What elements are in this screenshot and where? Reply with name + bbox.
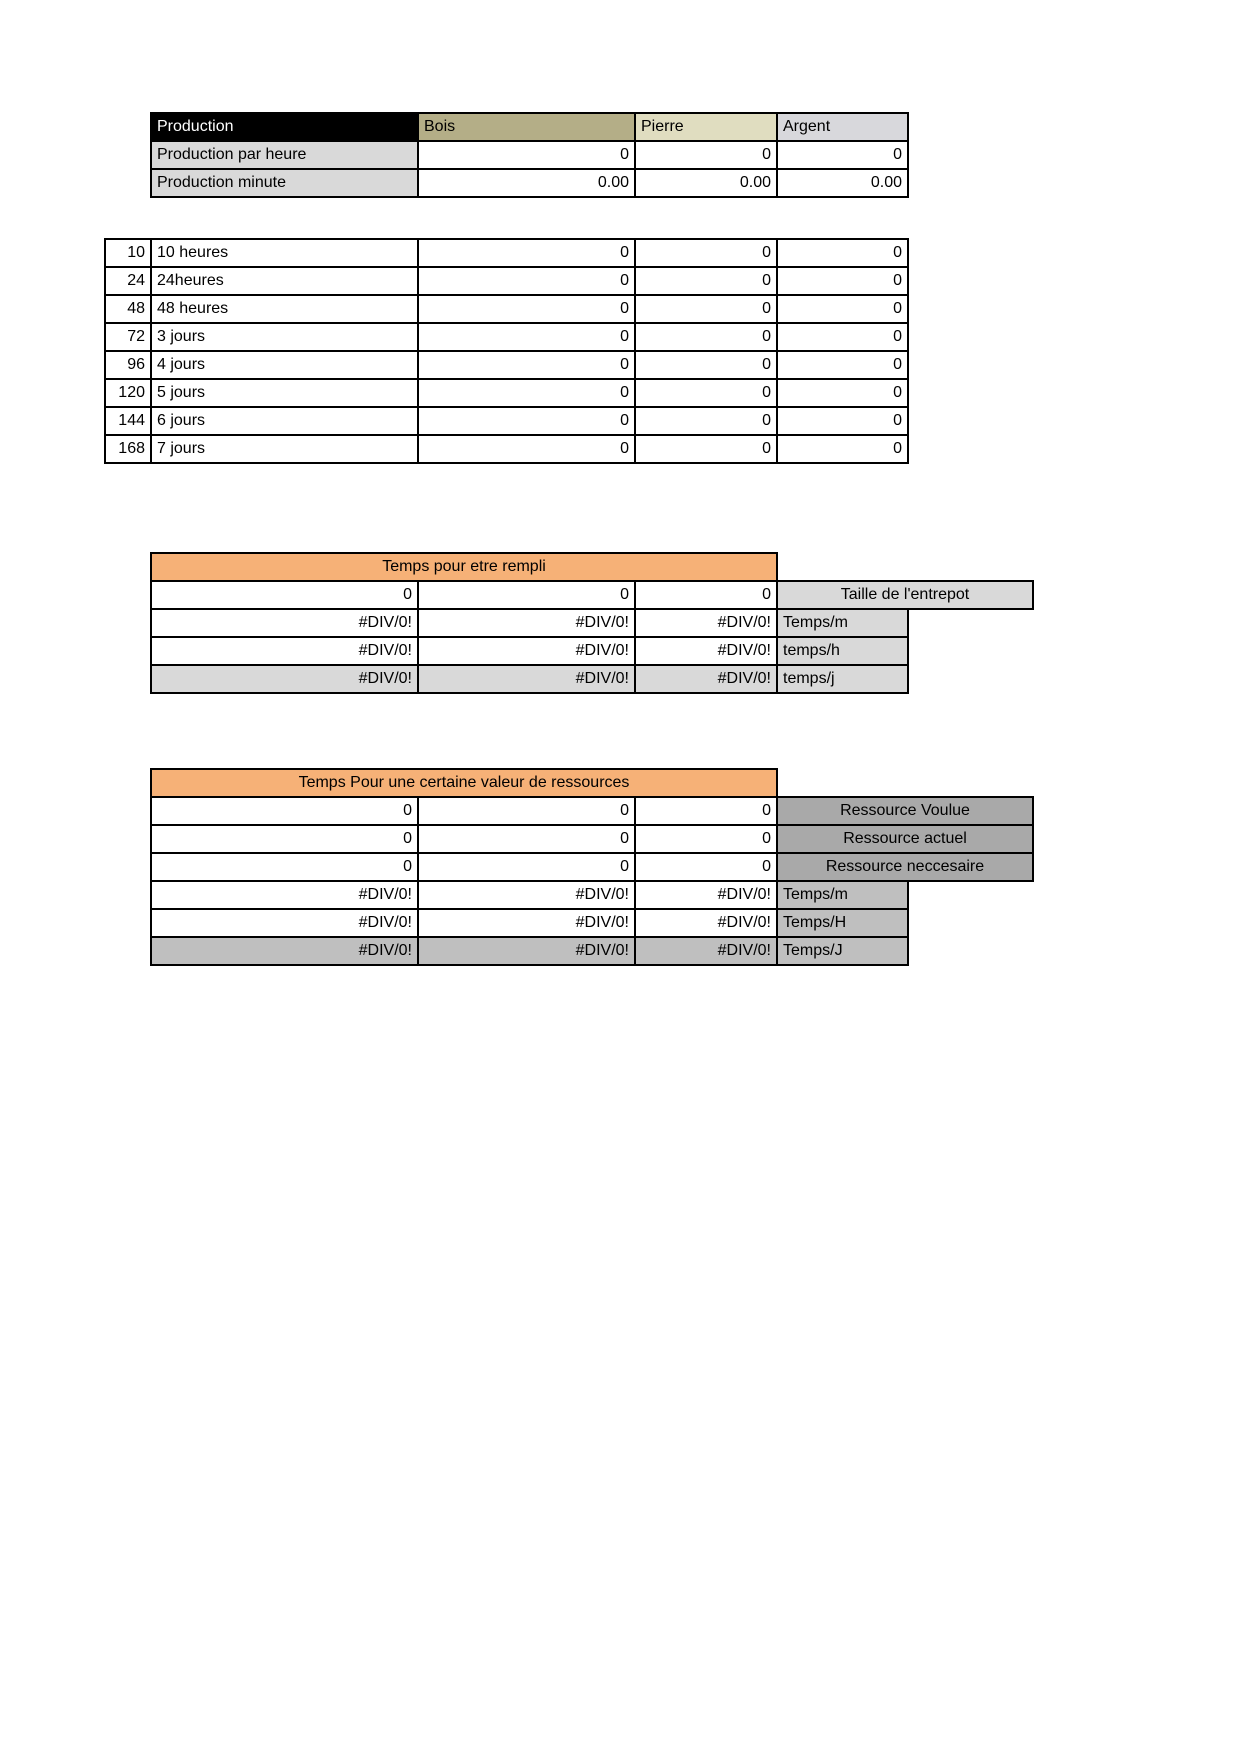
value-cell: 0 bbox=[634, 322, 778, 352]
value-cell: 0 bbox=[776, 350, 909, 380]
error-cell: #DIV/0! bbox=[150, 908, 419, 938]
hours-cell: 144 bbox=[104, 406, 152, 436]
duration-row bbox=[104, 378, 909, 408]
value-cell: 0 bbox=[150, 580, 419, 610]
duration-row bbox=[104, 406, 909, 436]
value-cell: 0 bbox=[417, 378, 636, 408]
error-cell: #DIV/0! bbox=[150, 664, 419, 694]
duration-row bbox=[104, 294, 909, 324]
production-table bbox=[150, 112, 909, 198]
value-cell: 0 bbox=[417, 796, 636, 826]
duration-label: 4 jours bbox=[150, 350, 419, 380]
hours-cell: 120 bbox=[104, 378, 152, 408]
value-cell: 0 bbox=[417, 852, 636, 882]
value-cell: 0 bbox=[417, 294, 636, 324]
duration-label: 7 jours bbox=[150, 434, 419, 464]
hours-cell: 24 bbox=[104, 266, 152, 296]
fill-result-row bbox=[150, 608, 1034, 638]
value-cell: 0 bbox=[776, 406, 909, 436]
fill-time-table bbox=[150, 552, 1034, 694]
value-cell: 0 bbox=[634, 852, 778, 882]
value-cell: 0 bbox=[634, 796, 778, 826]
value-cell: 0.00 bbox=[634, 168, 778, 198]
value-cell: 0 bbox=[417, 406, 636, 436]
error-cell: #DIV/0! bbox=[417, 608, 636, 638]
value-cell: 0 bbox=[150, 852, 419, 882]
error-cell: #DIV/0! bbox=[634, 608, 778, 638]
capacity-row bbox=[150, 580, 1034, 610]
error-cell: #DIV/0! bbox=[150, 880, 419, 910]
value-cell: 0 bbox=[776, 322, 909, 352]
duration-row bbox=[104, 266, 909, 296]
error-cell: #DIV/0! bbox=[417, 880, 636, 910]
error-cell: #DIV/0! bbox=[150, 936, 419, 966]
col-header-argent: Argent bbox=[776, 112, 909, 142]
error-cell: #DIV/0! bbox=[417, 908, 636, 938]
value-cell: 0 bbox=[634, 266, 778, 296]
duration-label: 10 heures bbox=[150, 238, 419, 268]
target-result-row bbox=[150, 880, 1034, 910]
production-title-cell: Production bbox=[150, 112, 419, 142]
fill-result-row bbox=[150, 636, 1034, 666]
col-header-pierre: Pierre bbox=[634, 112, 778, 142]
production-header-row bbox=[150, 112, 909, 142]
value-cell: 0 bbox=[417, 434, 636, 464]
value-cell: 0 bbox=[776, 140, 909, 170]
target-header-row bbox=[150, 768, 1034, 798]
value-cell: 0.00 bbox=[417, 168, 636, 198]
error-cell: #DIV/0! bbox=[634, 880, 778, 910]
value-cell: 0 bbox=[634, 350, 778, 380]
value-cell: 0 bbox=[634, 140, 778, 170]
value-cell: 0 bbox=[634, 824, 778, 854]
target-result-row bbox=[150, 908, 1034, 938]
duration-label: 24heures bbox=[150, 266, 419, 296]
error-cell: #DIV/0! bbox=[634, 908, 778, 938]
result-label: Temps/J bbox=[776, 936, 909, 966]
value-cell: 0 bbox=[776, 378, 909, 408]
row-label: Production par heure bbox=[150, 140, 419, 170]
value-cell: 0 bbox=[776, 266, 909, 296]
result-label: Temps/H bbox=[776, 908, 909, 938]
duration-row bbox=[104, 238, 909, 268]
error-cell: #DIV/0! bbox=[417, 636, 636, 666]
error-cell: #DIV/0! bbox=[417, 936, 636, 966]
resource-label: Ressource neccesaire bbox=[776, 852, 1034, 882]
error-cell: #DIV/0! bbox=[417, 664, 636, 694]
error-cell: #DIV/0! bbox=[634, 936, 778, 966]
duration-label: 3 jours bbox=[150, 322, 419, 352]
duration-row bbox=[104, 434, 909, 464]
value-cell: 0 bbox=[634, 238, 778, 268]
resource-input-row bbox=[150, 796, 1034, 826]
target-result-row bbox=[150, 936, 1034, 966]
hours-cell: 48 bbox=[104, 294, 152, 324]
row-label: Production minute bbox=[150, 168, 419, 198]
duration-table bbox=[104, 238, 909, 464]
result-label: temps/h bbox=[776, 636, 909, 666]
hours-cell: 96 bbox=[104, 350, 152, 380]
value-cell: 0 bbox=[634, 294, 778, 324]
capacity-label: Taille de l'entrepot bbox=[776, 580, 1034, 610]
hours-cell: 72 bbox=[104, 322, 152, 352]
value-cell: 0 bbox=[776, 294, 909, 324]
value-cell: 0 bbox=[150, 824, 419, 854]
fill-result-row bbox=[150, 664, 1034, 694]
value-cell: 0 bbox=[634, 580, 778, 610]
value-cell: 0 bbox=[417, 350, 636, 380]
value-cell: 0 bbox=[776, 434, 909, 464]
duration-label: 6 jours bbox=[150, 406, 419, 436]
fill-header-row bbox=[150, 552, 1034, 582]
error-cell: #DIV/0! bbox=[634, 636, 778, 666]
hours-cell: 168 bbox=[104, 434, 152, 464]
error-cell: #DIV/0! bbox=[150, 636, 419, 666]
resource-label: Ressource actuel bbox=[776, 824, 1034, 854]
result-label: Temps/m bbox=[776, 608, 909, 638]
duration-label: 48 heures bbox=[150, 294, 419, 324]
section-title: Temps Pour une certaine valeur de ressources bbox=[150, 768, 778, 798]
value-cell: 0.00 bbox=[776, 168, 909, 198]
value-cell: 0 bbox=[634, 406, 778, 436]
value-cell: 0 bbox=[776, 238, 909, 268]
value-cell: 0 bbox=[417, 140, 636, 170]
duration-row bbox=[104, 322, 909, 352]
error-cell: #DIV/0! bbox=[150, 608, 419, 638]
resource-time-table bbox=[150, 768, 1034, 966]
value-cell: 0 bbox=[417, 322, 636, 352]
resource-input-row bbox=[150, 824, 1034, 854]
value-cell: 0 bbox=[417, 238, 636, 268]
value-cell: 0 bbox=[417, 266, 636, 296]
section-title: Temps pour etre rempli bbox=[150, 552, 778, 582]
value-cell: 0 bbox=[150, 796, 419, 826]
result-label: temps/j bbox=[776, 664, 909, 694]
col-header-bois: Bois bbox=[417, 112, 636, 142]
value-cell: 0 bbox=[417, 824, 636, 854]
result-label: Temps/m bbox=[776, 880, 909, 910]
resource-label: Ressource Voulue bbox=[776, 796, 1034, 826]
production-row-minute bbox=[150, 168, 909, 198]
duration-label: 5 jours bbox=[150, 378, 419, 408]
error-cell: #DIV/0! bbox=[634, 664, 778, 694]
value-cell: 0 bbox=[417, 580, 636, 610]
value-cell: 0 bbox=[634, 378, 778, 408]
production-row-hour bbox=[150, 140, 909, 170]
resource-input-row bbox=[150, 852, 1034, 882]
hours-cell: 10 bbox=[104, 238, 152, 268]
value-cell: 0 bbox=[634, 434, 778, 464]
duration-row bbox=[104, 350, 909, 380]
